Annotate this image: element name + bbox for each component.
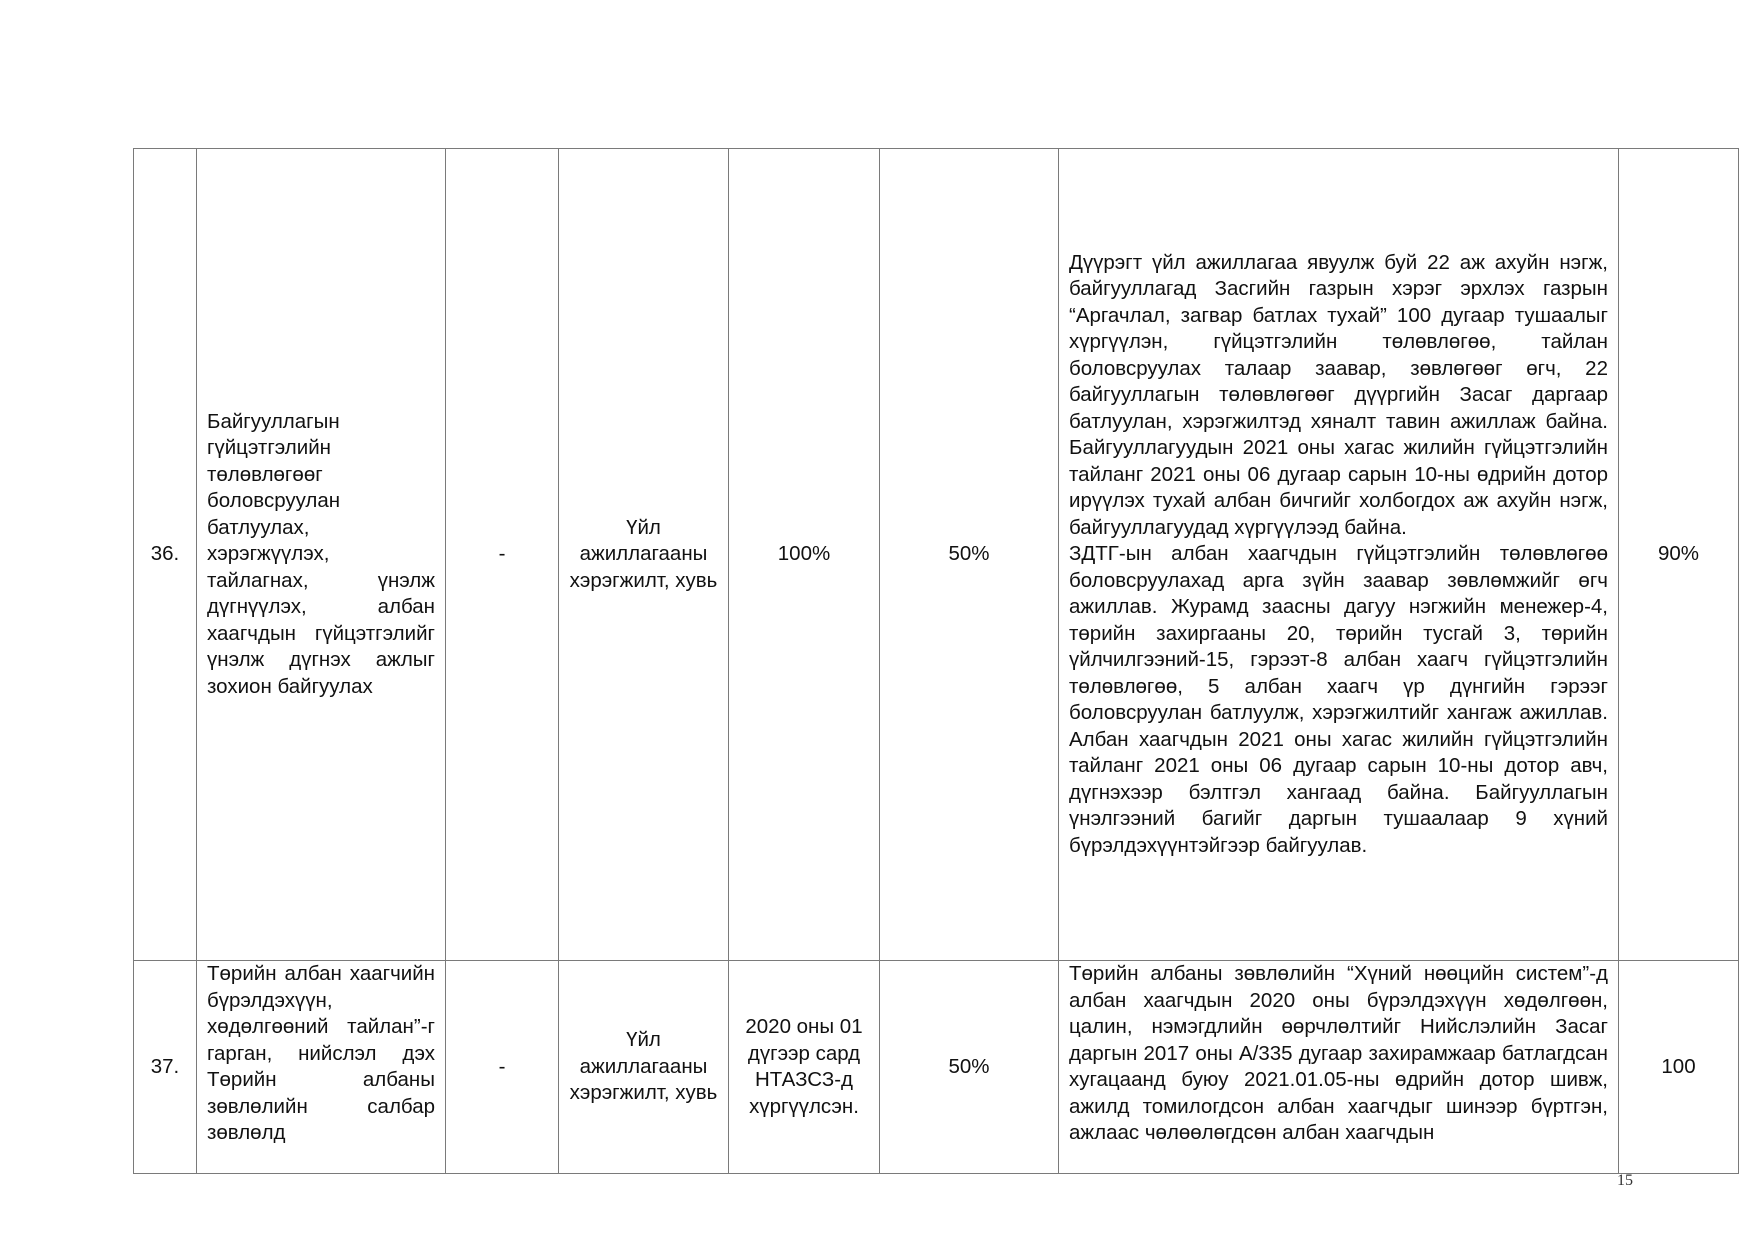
assessment-cell: 100 [1619, 961, 1739, 1174]
assessment-cell: 90% [1619, 149, 1739, 961]
report-table [133, 148, 1739, 1174]
description-cell [1059, 961, 1619, 1174]
activity-cell: Төрийн албан хаагчийн бүрэлдэхүүн, хөдөлгөөний тайлан”-г гарган, нийслэл дэх Төрийн албаны зөвлөлийн салбар зөвлөлд [197, 961, 446, 1174]
row-number: 36. [134, 149, 197, 961]
activity-cell: Байгууллагын гүйцэтгэлийн төлөвлөгөөг боловсруулан батлуулах, хэрэгжүүлэх, тайлагнах, үнэлж дүгнүүлэх, албан хаагчдын гүйцэтгэлийг үнэлж дүгнэх ажлыг зохион байгуулах [197, 149, 446, 961]
indicator-cell: Үйл ажиллагааны хэрэгжилт, хувь [559, 149, 729, 961]
description-paragraph: Төрийн албаны зөвлөлийн “Хүний нөөцийн систем”-д албан хаагчдын 2020 оны бүрэлдэхүүн хөдөлгөөн, цалин, нэмэгдлийн өөрчлөлтийг Нийслэлийн Засаг даргын 2017 оны А/335 дугаар захирамжаар батлагдсан хугацаанд буюу 2021.01.05-ны өдрийн дотор шивж, ажилд томилогдсон албан хаагчдыг шинээр бүртгэн, ажлаас чөлөөлөгдсөн албан хаагчдын [1069, 962, 1608, 1144]
baseline-cell: - [446, 961, 559, 1174]
page-number: 15 [1617, 1172, 1633, 1189]
row-number: 37. [134, 961, 197, 1174]
description-paragraph: ЗДТГ-ын албан хаагчдын гүйцэтгэлийн төлөвлөгөө боловсруулахад арга зүйн заавар зөвлөмжийг өгч ажиллав. Журамд заасны дагуу нэгжийн менежер-4, төрийн захиргааны 20, төрийн тусгай 3, төрийн үйлчилгээний-15, гэрээт-8 албан хаагч гүйцэтгэлийн төлөвлөгөө, 5 албан хаагч үр дүнгийн гэрээг боловсруулан батлуулж, хэрэгжилтийг хангаж ажиллав. Албан хаагчдын 2021 оны хагас жилийн гүйцэтгэлийн тайланг 2021 оны 06 дугаар сарын 10-ны дотор авч, дүгнэхээр бэлтгэл хангаад байна. Байгууллагын үнэлгээний багийг даргын тушаалаар 9 хүний бүрэлдэхүүнтэйгээр байгуулав. [1069, 542, 1608, 857]
indicator-cell: Үйл ажиллагааны хэрэгжилт, хувь [559, 961, 729, 1174]
description-cell [1059, 149, 1619, 961]
target-cell: 2020 оны 01 дүгээр сард НТАЗСЗ-д хүргүүлсэн. [729, 961, 880, 1174]
progress-cell: 50% [880, 961, 1059, 1174]
progress-cell: 50% [880, 149, 1059, 961]
table-row [134, 149, 1739, 961]
table-row [134, 961, 1739, 1174]
baseline-cell: - [446, 149, 559, 961]
description-paragraph: Дүүрэгт үйл ажиллагаа явуулж буй 22 аж ахуйн нэгж, байгууллагад Засгийн газрын хэрэг эрхлэх газрын “Аргачлал, загвар батлах тухай” 100 дугаар тушаалыг хүргүүлэн, гүйцэтгэлийн төлөвлөгөө, тайлан боловсруулах талаар заавар, зөвлөгөөг өгч, 22 байгууллагын төлөвлөгөөг дүүргийн Засаг даргаар батлуулан, хэрэгжилтэд хяналт тавин ажиллаж байна. Байгууллагуудын 2021 оны хагас жилийн гүйцэтгэлийн тайланг 2021 оны 06 дугаар сарын 10-ны өдрийн дотор ирүүлэх тухай албан бичгийг холбогдох аж ахуйн нэгж, байгууллагуудад хүргүүлээд байна. [1069, 250, 1608, 539]
target-cell: 100% [729, 149, 880, 961]
